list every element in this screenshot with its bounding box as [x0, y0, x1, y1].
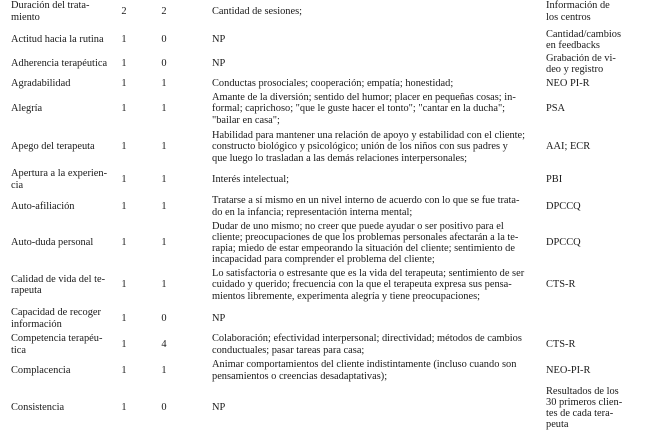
count-a: 1: [121, 200, 127, 212]
construct-name: Alegría: [11, 103, 43, 115]
construct-description: Lo satisfactoria o estresante que es la vida del terapeuta; sentimiento de ser cuidado y querido; frecuencia con la que el terapeuta expresa sus pensa- mientos libremente, experimenta alegría y tiene preocupaciones;: [212, 268, 525, 302]
table-row: [0, 168, 650, 191]
instrument: Cantidad/cambios en feedbacks: [546, 28, 622, 51]
instrument: DPCCQ: [546, 200, 581, 212]
construct-name: Auto-afiliación: [11, 200, 75, 212]
count-a: 1: [121, 237, 127, 249]
instrument: Resultados de los 30 primeros clien- tes de cada tera- peuta: [546, 385, 623, 431]
table-row: [0, 92, 650, 126]
count-b: 1: [161, 200, 167, 212]
table-row: [0, 0, 650, 23]
count-b: 1: [161, 279, 167, 291]
construct-description: NP: [212, 402, 226, 414]
construct-description: Amante de la diversión; sentido del humor; placer en pequeñas cosas; in- formal; caprichoso; "que le guste hacer el tonto"; "cantar en la ducha"; "bailar en casa";: [212, 92, 516, 126]
construct-name: Apertura a la experien- cia: [11, 168, 108, 191]
table-row: [0, 130, 650, 164]
count-a: 1: [121, 338, 127, 350]
construct-description: Tratarse a sí mismo en un nivel interno de acuerdo con lo que se fue trata- do en la infancia; representación interna mental;: [212, 195, 520, 218]
count-b: 4: [161, 338, 167, 350]
table-row: [0, 53, 650, 75]
construct-description: Interés intelectual;: [212, 173, 290, 185]
count-a: 1: [121, 34, 127, 46]
instrument: CTS-R: [546, 279, 576, 291]
count-b: 1: [161, 141, 167, 153]
construct-description: Conductas prosociales; cooperación; empatía; honestidad;: [212, 78, 454, 90]
count-a: 1: [121, 312, 127, 324]
table-row: [0, 78, 650, 90]
instrument: DPCCQ: [546, 237, 581, 249]
instrument: Grabación de vi- deo y registro: [546, 52, 616, 75]
construct-description: Colaboración; efectividad interpersonal; directividad; métodos de cambios conductuales; pasar tareas para casa;: [212, 333, 522, 356]
construct-name: Auto-duda personal: [11, 237, 94, 249]
count-a: 1: [121, 78, 127, 90]
construct-name: Consistencia: [11, 402, 65, 414]
count-b: 1: [161, 237, 167, 249]
count-a: 1: [121, 173, 127, 185]
instrument: NEO-PI-R: [546, 364, 591, 376]
table-row: [0, 29, 650, 51]
count-b: 0: [161, 34, 167, 46]
construct-description: NP: [212, 312, 226, 324]
instrument: PSA: [546, 103, 566, 115]
table-row: [0, 195, 650, 218]
construct-name: Complacencia: [11, 364, 71, 376]
count-b: 0: [161, 58, 167, 70]
construct-name: Duración del trata- miento: [11, 0, 90, 23]
count-a: 1: [121, 58, 127, 70]
count-a: 1: [121, 402, 127, 414]
instrument: CTS-R: [546, 338, 576, 350]
construct-name: Capacidad de recoger información: [11, 307, 101, 330]
construct-name: Adherencia terapéutica: [11, 58, 108, 70]
count-a: 1: [121, 364, 127, 376]
construct-description: Animar comportamientos del cliente indistintamente (incluso cuando son pensamientos o creencias desadaptativas);: [212, 359, 517, 382]
count-a: 1: [121, 103, 127, 115]
count-b: 1: [161, 173, 167, 185]
count-a: 1: [121, 141, 127, 153]
table-row: [0, 333, 650, 356]
construct-name: Apego del terapeuta: [11, 141, 95, 153]
construct-name: Calidad de vida del te- rapeuta: [11, 273, 106, 296]
table-row: [0, 359, 650, 382]
count-b: 1: [161, 364, 167, 376]
construct-description: Cantidad de sesiones;: [212, 5, 303, 17]
instrument: PBI: [546, 173, 563, 185]
instrument: NEO PI-R: [546, 78, 590, 90]
instrument: [546, 307, 646, 330]
table-row: [0, 385, 650, 431]
construct-description: Dudar de uno mismo; no creer que puede ayudar o ser positivo para el cliente; preocupaciones de que los problemas personales afectarán a la te- rapia; miedo de estar empeorando la situación del cliente; sentimiento de incapacidad para comprender el problema del cliente;: [212, 220, 519, 266]
construct-description: Habilidad para mantener una relación de apoyo y estabilidad con el cliente; constructo biológico y psicológico; unión de los niños con sus padres y que luego lo trasladan a las demás relaciones interpersonales;: [212, 130, 526, 164]
instrument: AAI; ECR: [546, 141, 591, 153]
table-row: [0, 220, 650, 266]
count-b: 2: [161, 5, 167, 17]
instrument: Información de los centros: [546, 0, 610, 23]
count-a: 2: [121, 5, 127, 17]
construct-name: Actitud hacia la rutina: [11, 34, 104, 46]
construct-description: NP: [212, 58, 226, 70]
count-a: 1: [121, 279, 127, 291]
count-b: 1: [161, 103, 167, 115]
table-row: [0, 307, 650, 330]
construct-name: Agradabilidad: [11, 78, 71, 90]
count-b: 1: [161, 78, 167, 90]
count-b: 0: [161, 402, 167, 414]
construct-name: Competencia terapéu- tica: [11, 333, 103, 356]
count-b: 0: [161, 312, 167, 324]
construct-description: NP: [212, 34, 226, 46]
table-row: [0, 268, 650, 302]
